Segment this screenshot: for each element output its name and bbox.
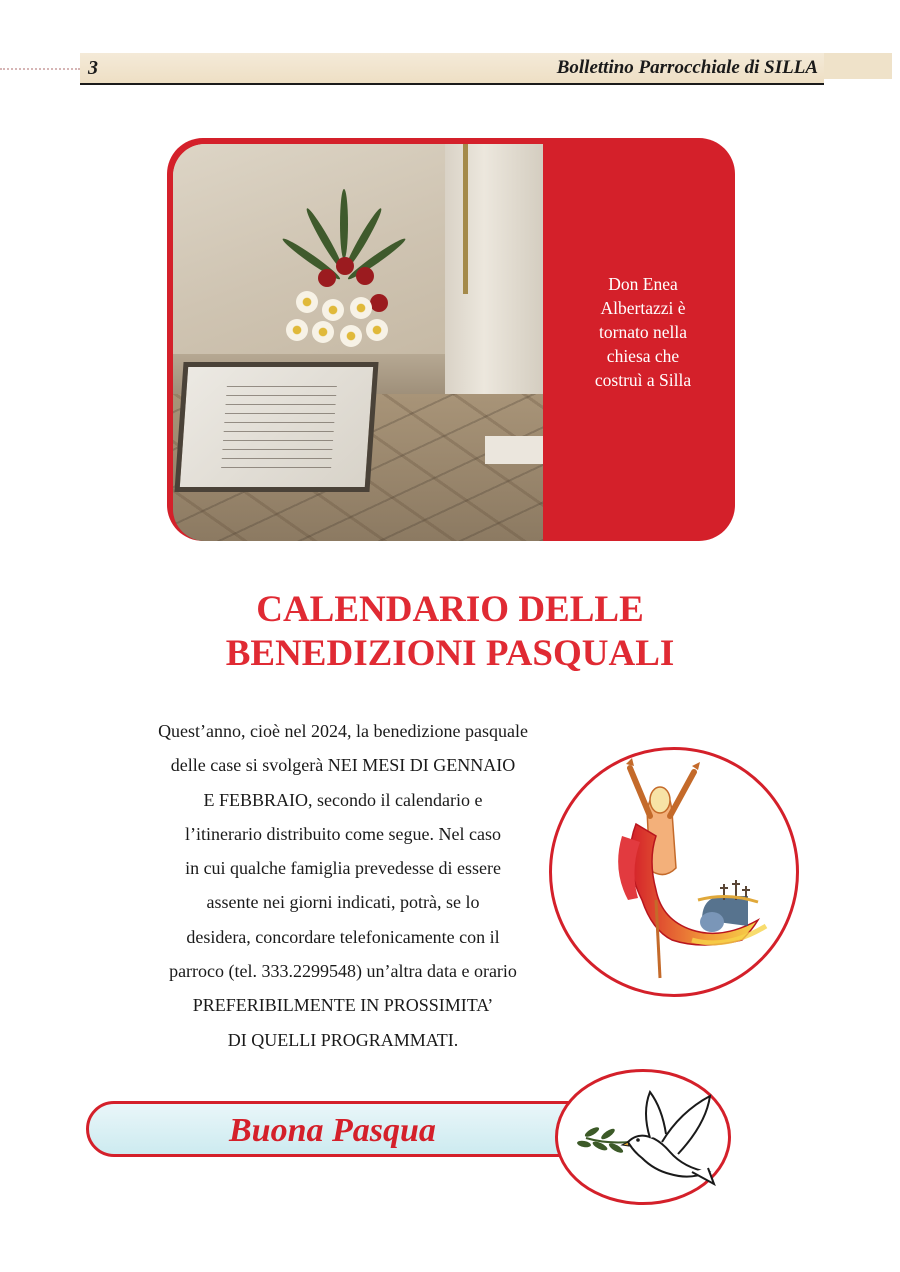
title-line-1: CALENDARIO DELLE bbox=[256, 589, 644, 630]
caption-line: chiesa che bbox=[606, 346, 680, 366]
caption-line: Albertazzi è bbox=[600, 298, 686, 318]
banner-text: Buona Pasqua bbox=[229, 1112, 436, 1149]
body-line: DI QUELLI PROGRAMMATI. bbox=[227, 1029, 459, 1050]
article-body bbox=[108, 714, 578, 1057]
page-header bbox=[80, 53, 824, 85]
page-number: 3 bbox=[88, 57, 98, 79]
publication-title: Bollettino Parrocchiale di SILLA bbox=[556, 57, 818, 78]
body-line: in cui qualche famiglia prevedesse di essere bbox=[185, 858, 501, 879]
article-title bbox=[100, 588, 800, 676]
dove-with-olive-branch-icon bbox=[558, 1072, 728, 1202]
body-line: PREFERIBILMENTE IN PROSSIMITA’ bbox=[192, 995, 494, 1016]
body-line: l’itinerario distribuito come segue. Nel caso bbox=[185, 823, 501, 844]
body-line: delle case si svolgerà NEI MESI DI GENNAIO bbox=[170, 755, 516, 776]
emblem-circle bbox=[549, 747, 799, 997]
body-line: assente nei giorni indicati, potrà, se lo bbox=[206, 892, 480, 913]
tomb-plaque bbox=[174, 362, 378, 492]
photo-gold-trim bbox=[463, 144, 468, 294]
body-line: E FEBBRAIO, secondo il calendario e bbox=[203, 789, 483, 810]
caption-line: costruì a Silla bbox=[594, 370, 692, 390]
flower-arrangement bbox=[278, 239, 408, 349]
caption-line: tornato nella bbox=[599, 322, 687, 342]
risen-christ-icon bbox=[552, 750, 796, 994]
title-line-2: BENEDIZIONI PASQUALI bbox=[225, 633, 675, 674]
photo-card bbox=[167, 138, 735, 541]
plaque-inscription bbox=[221, 381, 337, 471]
photo-caption bbox=[551, 272, 735, 392]
scan-artifact bbox=[0, 68, 80, 72]
caption-line: Don Enea bbox=[608, 274, 678, 294]
body-line: desidera, concordare telefonicamente con il bbox=[186, 926, 500, 947]
header-tab-decoration bbox=[824, 53, 892, 79]
body-line: Quest’anno, cioè nel 2024, la benedizione pasquale bbox=[158, 721, 528, 741]
tomb-photo bbox=[173, 144, 543, 541]
dove-circle bbox=[555, 1069, 731, 1205]
photo-marble-step bbox=[485, 436, 543, 464]
body-line: parroco (tel. 333.2299548) un’altra data e orario bbox=[169, 961, 517, 982]
